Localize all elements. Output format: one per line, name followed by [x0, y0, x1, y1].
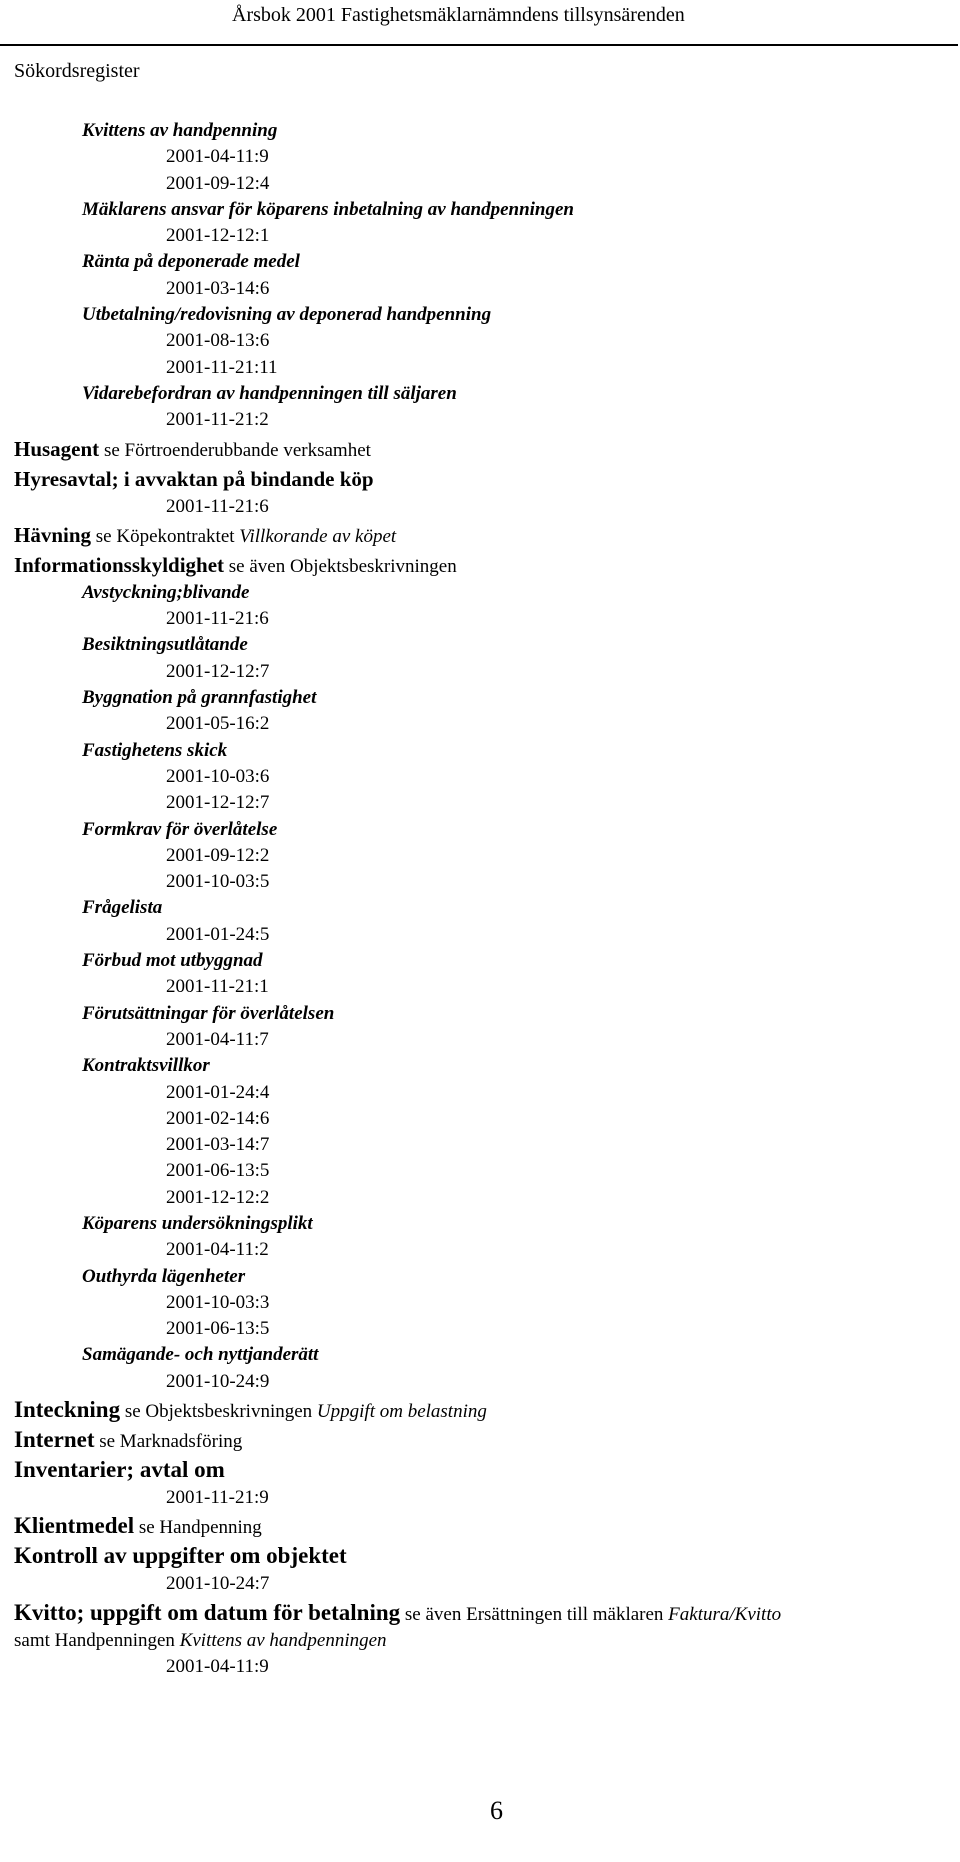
cross-reference: se Marknadsföring — [99, 1431, 243, 1453]
case-reference: 2001-10-03:6 — [166, 765, 270, 787]
index-subentry: Mäklarens ansvar för köparens inbetalning av handpenningen — [82, 198, 574, 220]
index-subentry: Formkrav för överlåtelse — [82, 818, 278, 840]
cross-reference-subtopic: Faktura/Kvitto — [668, 1603, 782, 1625]
case-reference: 2001-12-12:1 — [166, 225, 270, 247]
case-reference: 2001-04-11:9 — [166, 1655, 269, 1677]
index-subentry: Frågelista — [82, 897, 163, 919]
case-reference: 2001-11-21:1 — [166, 976, 269, 998]
index-term: Inventarier; avtal om — [14, 1457, 225, 1483]
index-entry — [14, 1598, 954, 1628]
case-reference: 2001-09-12:2 — [166, 844, 270, 866]
index-subentry: Utbetalning/redovisning av deponerad handpenning — [82, 304, 492, 326]
case-reference: 2001-10-03:5 — [166, 871, 270, 893]
case-reference: 2001-10-24:7 — [166, 1573, 270, 1595]
section-label: Sökordsregister — [14, 60, 140, 82]
cross-reference: se Köpekontraktet — [95, 525, 235, 547]
case-reference: 2001-11-21:11 — [166, 356, 278, 378]
index-term: Kvitto; uppgift om datum för betalning — [14, 1599, 401, 1625]
cross-reference: se Objektsbeskrivningen — [124, 1401, 313, 1423]
cross-reference: se även Ersättningen till mäklaren — [404, 1603, 664, 1625]
case-reference: 2001-12-12:7 — [166, 792, 270, 814]
index-list — [14, 118, 954, 1680]
cross-reference-subtopic: Villkorande av köpet — [239, 525, 397, 547]
index-entry — [14, 1541, 954, 1571]
index-term: Inteckning — [14, 1397, 121, 1423]
page-header-title: Årsbok 2001 Fastighetsmäklarnämndens tillsynsärenden — [232, 4, 685, 26]
index-subentry: Fastighetens skick — [82, 739, 228, 761]
index-subentry: Besiktningsutlåtande — [82, 634, 248, 656]
index-subentry: Förutsättningar för överlåtelsen — [82, 1002, 335, 1024]
index-subentry: Outhyrda lägenheter — [82, 1265, 246, 1287]
index-subentry: Ränta på deponerade medel — [82, 251, 300, 273]
case-reference: 2001-04-11:9 — [166, 146, 269, 168]
header-divider — [0, 44, 958, 46]
index-subentry: Byggnation på grannfastighet — [82, 687, 317, 709]
case-reference: 2001-11-21:9 — [166, 1487, 269, 1509]
case-reference: 2001-11-21:6 — [166, 608, 269, 630]
cross-reference: se Handpenning — [138, 1517, 262, 1539]
index-entry — [14, 550, 954, 580]
index-subentry: Kvittens av handpenning — [82, 120, 278, 141]
case-reference: 2001-12-12:2 — [166, 1186, 270, 1208]
case-reference: 2001-09-12:4 — [166, 172, 270, 194]
cross-reference-subtopic: Kvittens av handpenningen — [179, 1629, 387, 1651]
index-subentry: Köparens undersökningsplikt — [82, 1212, 313, 1234]
index-term: Informationsskyldighet — [14, 552, 225, 577]
index-entry — [14, 1455, 954, 1485]
index-entry — [14, 520, 954, 550]
index-term: Hävning — [14, 522, 92, 547]
case-reference: 2001-11-21:2 — [166, 409, 269, 431]
index-entry — [14, 1425, 954, 1455]
index-term: Husagent — [14, 436, 100, 461]
index-term: Klientmedel — [14, 1513, 135, 1539]
index-term: Kontroll av uppgifter om objektet — [14, 1543, 347, 1569]
case-reference: 2001-11-21:6 — [166, 495, 269, 517]
case-reference: 2001-10-03:3 — [166, 1291, 270, 1313]
case-reference: 2001-10-24:9 — [166, 1370, 270, 1392]
index-subentry: Förbud mot utbyggnad — [82, 950, 263, 972]
index-term: Internet — [14, 1427, 95, 1453]
case-reference: 2001-01-24:4 — [166, 1081, 270, 1103]
case-reference: 2001-04-11:2 — [166, 1239, 269, 1261]
index-entry — [14, 1511, 954, 1541]
index-entry — [14, 464, 954, 494]
index-entry — [14, 434, 954, 464]
cross-reference-continuation — [14, 1628, 954, 1654]
case-reference: 2001-06-13:5 — [166, 1318, 270, 1340]
case-reference: 2001-05-16:2 — [166, 713, 270, 735]
case-reference: 2001-04-11:7 — [166, 1028, 269, 1050]
case-reference: 2001-03-14:6 — [166, 277, 270, 299]
index-subentry: Kontraktsvillkor — [82, 1055, 210, 1077]
index-subentry: Avstyckning;blivande — [82, 581, 250, 603]
case-reference: 2001-02-14:6 — [166, 1107, 270, 1129]
cross-reference: se även Objektsbeskrivningen — [228, 555, 457, 577]
index-subentry: Vidarebefordran av handpenningen till säljaren — [82, 382, 457, 404]
case-reference: 2001-08-13:6 — [166, 330, 270, 352]
index-subentry: Samägande- och nyttjanderätt — [82, 1344, 319, 1366]
index-term: Hyresavtal; i avvaktan på bindande köp — [14, 466, 374, 491]
case-reference: 2001-12-12:7 — [166, 660, 270, 682]
case-reference: 2001-06-13:5 — [166, 1160, 270, 1182]
cross-reference: se Förtroenderubbande verksamhet — [103, 439, 371, 461]
case-reference: 2001-01-24:5 — [166, 923, 270, 945]
cross-reference: samt Handpenningen — [14, 1629, 175, 1651]
case-reference: 2001-03-14:7 — [166, 1134, 270, 1156]
cross-reference-subtopic: Uppgift om belastning — [316, 1401, 487, 1423]
index-entry — [14, 1395, 954, 1425]
page-number: 6 — [490, 1796, 503, 1825]
